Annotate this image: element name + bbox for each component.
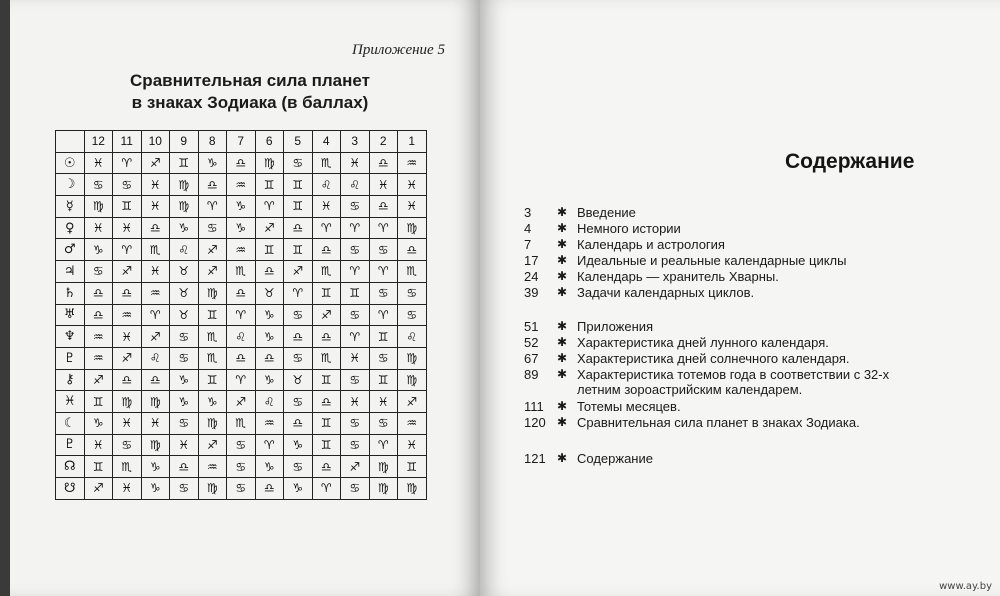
planet-symbol: ♅ [56, 304, 85, 326]
zodiac-sign-cell: ♉ [170, 261, 199, 283]
zodiac-sign-cell: ♓ [341, 347, 370, 369]
zodiac-sign-cell: ♑ [198, 391, 227, 413]
table-title-line2: в знаках Зодиака (в баллах) [131, 93, 369, 112]
zodiac-sign-cell: ♍ [369, 478, 398, 500]
zodiac-sign-cell: ♈ [369, 434, 398, 456]
planet-symbol: ♓ [56, 391, 85, 413]
zodiac-sign-cell: ♎ [113, 369, 142, 391]
planet-symbol: ☿ [56, 196, 85, 218]
asterisk-icon: ✱ [557, 205, 568, 219]
toc-entry-title: Приложения [577, 319, 654, 334]
zodiac-sign-cell: ♋ [113, 434, 142, 456]
zodiac-sign-cell: ♎ [141, 369, 170, 391]
table-row [56, 456, 427, 478]
zodiac-sign-cell: ♐ [84, 478, 113, 500]
zodiac-sign-cell: ♍ [170, 196, 199, 218]
zodiac-sign-cell: ♍ [198, 282, 227, 304]
zodiac-sign-cell: ♓ [84, 152, 113, 174]
column-header: 8 [198, 131, 227, 153]
planet-symbol: ♀ [56, 217, 85, 239]
zodiac-sign-cell: ♏ [227, 412, 256, 434]
column-header: 5 [284, 131, 313, 153]
zodiac-sign-cell: ♌ [341, 174, 370, 196]
table-row [56, 304, 427, 326]
zodiac-sign-cell: ♓ [113, 217, 142, 239]
zodiac-sign-cell: ♊ [312, 282, 341, 304]
planet-symbol: ♃ [56, 261, 85, 283]
toc-page-number: 120 [524, 415, 546, 430]
planet-symbol: ♂ [56, 239, 85, 261]
asterisk-icon: ✱ [557, 285, 568, 299]
planet-symbol: ♆ [56, 326, 85, 348]
asterisk-icon: ✱ [557, 415, 568, 429]
toc-entry-title: Характеристика дней лунного календаря. [577, 335, 829, 350]
zodiac-sign-cell: ♓ [369, 391, 398, 413]
zodiac-sign-cell: ♎ [255, 261, 284, 283]
zodiac-sign-cell: ♐ [227, 391, 256, 413]
toc-page-number: 121 [524, 451, 546, 466]
zodiac-sign-cell: ♋ [369, 412, 398, 434]
table-row [56, 196, 427, 218]
zodiac-sign-cell: ♋ [341, 434, 370, 456]
zodiac-sign-cell: ♎ [369, 152, 398, 174]
left-page [10, 0, 480, 596]
zodiac-sign-cell: ♋ [227, 434, 256, 456]
zodiac-sign-cell: ♋ [170, 347, 199, 369]
zodiac-sign-cell: ♎ [84, 282, 113, 304]
zodiac-sign-cell: ♋ [341, 478, 370, 500]
table-row [56, 239, 427, 261]
zodiac-sign-cell: ♋ [284, 304, 313, 326]
zodiac-sign-cell: ♑ [255, 326, 284, 348]
zodiac-sign-cell: ♑ [227, 196, 256, 218]
zodiac-sign-cell: ♋ [227, 478, 256, 500]
zodiac-sign-cell: ♏ [312, 347, 341, 369]
table-row [56, 217, 427, 239]
zodiac-sign-cell: ♋ [398, 282, 427, 304]
zodiac-sign-cell: ♍ [398, 217, 427, 239]
zodiac-sign-cell: ♈ [227, 304, 256, 326]
asterisk-icon: ✱ [557, 237, 568, 251]
zodiac-sign-cell: ♈ [369, 217, 398, 239]
zodiac-sign-cell: ♈ [198, 196, 227, 218]
zodiac-sign-cell: ♉ [284, 369, 313, 391]
zodiac-sign-cell: ♑ [227, 217, 256, 239]
zodiac-sign-cell: ♐ [113, 347, 142, 369]
asterisk-icon: ✱ [557, 253, 568, 267]
zodiac-sign-cell: ♊ [312, 434, 341, 456]
zodiac-sign-cell: ♊ [198, 369, 227, 391]
zodiac-sign-cell: ♒ [227, 239, 256, 261]
toc-page-number: 51 [524, 319, 539, 334]
zodiac-sign-cell: ♑ [84, 412, 113, 434]
zodiac-sign-cell: ♋ [84, 174, 113, 196]
zodiac-sign-cell: ♊ [312, 369, 341, 391]
zodiac-sign-cell: ♏ [398, 261, 427, 283]
zodiac-sign-cell: ♍ [198, 478, 227, 500]
table-row [56, 412, 427, 434]
zodiac-sign-cell: ♎ [227, 152, 256, 174]
zodiac-sign-cell: ♍ [255, 152, 284, 174]
zodiac-sign-cell: ♋ [369, 239, 398, 261]
zodiac-sign-cell: ♎ [170, 456, 199, 478]
zodiac-sign-cell: ♉ [170, 304, 199, 326]
zodiac-sign-cell: ♓ [141, 261, 170, 283]
planet-symbol: ♇ [56, 434, 85, 456]
zodiac-sign-cell: ♎ [284, 217, 313, 239]
zodiac-sign-cell: ♓ [141, 412, 170, 434]
table-row [56, 326, 427, 348]
zodiac-sign-cell: ♋ [284, 347, 313, 369]
zodiac-sign-cell: ♐ [198, 261, 227, 283]
zodiac-sign-cell: ♓ [141, 174, 170, 196]
zodiac-sign-cell: ♒ [84, 326, 113, 348]
column-header: 11 [113, 131, 142, 153]
zodiac-sign-cell: ♋ [227, 456, 256, 478]
asterisk-icon: ✱ [557, 351, 568, 365]
zodiac-sign-cell: ♈ [369, 261, 398, 283]
zodiac-sign-cell: ♍ [369, 456, 398, 478]
asterisk-icon: ✱ [557, 319, 568, 333]
zodiac-sign-cell: ♓ [312, 196, 341, 218]
table-row [56, 369, 427, 391]
zodiac-sign-cell: ♑ [170, 369, 199, 391]
table-row [56, 282, 427, 304]
zodiac-sign-cell: ♌ [255, 391, 284, 413]
zodiac-sign-cell: ♎ [398, 239, 427, 261]
zodiac-sign-cell: ♊ [398, 456, 427, 478]
zodiac-sign-cell: ♍ [84, 196, 113, 218]
zodiac-sign-cell: ♏ [227, 261, 256, 283]
planet-strength-table [55, 130, 427, 500]
table-row [56, 261, 427, 283]
zodiac-sign-cell: ♑ [170, 217, 199, 239]
zodiac-sign-cell: ♎ [113, 282, 142, 304]
zodiac-sign-cell: ♋ [341, 239, 370, 261]
zodiac-sign-cell: ♈ [341, 217, 370, 239]
zodiac-sign-cell: ♈ [341, 326, 370, 348]
zodiac-sign-cell: ♋ [341, 304, 370, 326]
zodiac-sign-cell: ♎ [312, 391, 341, 413]
zodiac-sign-cell: ♐ [198, 239, 227, 261]
zodiac-sign-cell: ♊ [84, 391, 113, 413]
zodiac-sign-cell: ♋ [284, 152, 313, 174]
zodiac-sign-cell: ♋ [170, 326, 199, 348]
zodiac-sign-cell: ♓ [113, 412, 142, 434]
zodiac-sign-cell: ♎ [312, 456, 341, 478]
zodiac-sign-cell: ♑ [255, 369, 284, 391]
column-header: 2 [369, 131, 398, 153]
zodiac-sign-cell: ♎ [284, 326, 313, 348]
toc-page-number: 52 [524, 335, 539, 350]
zodiac-sign-cell: ♈ [312, 478, 341, 500]
toc-entry-title: Задачи календарных циклов. [577, 285, 755, 300]
zodiac-sign-cell: ♎ [227, 282, 256, 304]
toc-entry-title: Идеальные и реальные календарные циклы [577, 253, 847, 268]
zodiac-sign-cell: ♏ [198, 347, 227, 369]
appendix-label: Приложение 5 [352, 42, 445, 58]
zodiac-sign-cell: ♓ [398, 196, 427, 218]
zodiac-sign-cell: ♍ [113, 391, 142, 413]
column-header: 10 [141, 131, 170, 153]
toc-entry-title: Введение [577, 205, 636, 220]
zodiac-sign-cell: ♐ [141, 326, 170, 348]
column-header: 7 [227, 131, 256, 153]
zodiac-sign-cell: ♏ [312, 261, 341, 283]
zodiac-sign-cell: ♍ [141, 391, 170, 413]
column-header: 3 [341, 131, 370, 153]
asterisk-icon: ✱ [557, 399, 568, 413]
zodiac-sign-cell: ♓ [170, 434, 199, 456]
zodiac-sign-cell: ♈ [312, 217, 341, 239]
zodiac-sign-cell: ♍ [398, 369, 427, 391]
zodiac-sign-cell: ♈ [369, 304, 398, 326]
toc-page-number: 39 [524, 285, 539, 300]
zodiac-sign-cell: ♎ [141, 217, 170, 239]
zodiac-sign-cell: ♓ [341, 152, 370, 174]
zodiac-sign-cell: ♎ [84, 304, 113, 326]
zodiac-sign-cell: ♊ [284, 196, 313, 218]
zodiac-sign-cell: ♑ [170, 391, 199, 413]
planet-symbol: ☽ [56, 174, 85, 196]
zodiac-sign-cell: ♋ [284, 391, 313, 413]
zodiac-sign-cell: ♒ [398, 152, 427, 174]
zodiac-sign-cell: ♐ [255, 217, 284, 239]
zodiac-sign-cell: ♈ [341, 261, 370, 283]
zodiac-sign-cell: ♊ [369, 326, 398, 348]
zodiac-sign-cell: ♎ [284, 412, 313, 434]
zodiac-sign-cell: ♑ [141, 478, 170, 500]
zodiac-sign-cell: ♈ [227, 369, 256, 391]
planet-symbol: ⚷ [56, 369, 85, 391]
asterisk-icon: ✱ [557, 221, 568, 235]
toc-page-number: 17 [524, 253, 539, 268]
zodiac-sign-cell: ♊ [284, 174, 313, 196]
zodiac-sign-cell: ♈ [255, 434, 284, 456]
column-header: 1 [398, 131, 427, 153]
zodiac-sign-cell: ♑ [84, 239, 113, 261]
zodiac-sign-cell: ♌ [398, 326, 427, 348]
zodiac-sign-cell: ♊ [255, 239, 284, 261]
zodiac-sign-cell: ♊ [198, 304, 227, 326]
zodiac-sign-cell: ♎ [369, 196, 398, 218]
zodiac-sign-cell: ♋ [369, 282, 398, 304]
toc-entry-title: Сравнительная сила планет в знаках Зодиака. [577, 415, 860, 430]
zodiac-sign-cell: ♐ [341, 456, 370, 478]
table-header-row [56, 131, 427, 153]
zodiac-sign-cell: ♍ [398, 347, 427, 369]
planet-symbol: ☊ [56, 456, 85, 478]
zodiac-sign-cell: ♍ [170, 174, 199, 196]
toc-entry-title: Календарь и астрология [577, 237, 725, 252]
zodiac-sign-cell: ♈ [255, 196, 284, 218]
column-header: 4 [312, 131, 341, 153]
zodiac-sign-cell: ♋ [170, 412, 199, 434]
zodiac-sign-cell: ♈ [284, 282, 313, 304]
zodiac-sign-cell: ♊ [341, 282, 370, 304]
zodiac-sign-cell: ♏ [198, 326, 227, 348]
zodiac-sign-cell: ♈ [113, 152, 142, 174]
zodiac-sign-cell: ♒ [198, 456, 227, 478]
toc-entry-title: Содержание [577, 451, 653, 466]
zodiac-sign-cell: ♋ [84, 261, 113, 283]
zodiac-sign-cell: ♓ [84, 434, 113, 456]
column-header: 9 [170, 131, 199, 153]
zodiac-sign-cell: ♒ [84, 347, 113, 369]
zodiac-sign-cell: ♐ [84, 369, 113, 391]
zodiac-sign-cell: ♓ [113, 326, 142, 348]
zodiac-sign-cell: ♋ [170, 478, 199, 500]
zodiac-sign-cell: ♎ [312, 326, 341, 348]
toc-entry-title: Календарь — хранитель Хварны. [577, 269, 779, 284]
zodiac-sign-cell: ♒ [255, 412, 284, 434]
toc-entry-title: Немного истории [577, 221, 681, 236]
planet-symbol: ☉ [56, 152, 85, 174]
zodiac-sign-cell: ♋ [113, 174, 142, 196]
zodiac-sign-cell: ♓ [398, 434, 427, 456]
watermark: www.ay.by [939, 581, 992, 592]
zodiac-sign-cell: ♎ [312, 239, 341, 261]
zodiac-sign-cell: ♒ [141, 282, 170, 304]
zodiac-sign-cell: ♋ [341, 369, 370, 391]
planet-symbol: ♇ [56, 347, 85, 369]
zodiac-sign-cell: ♋ [198, 217, 227, 239]
column-header: 12 [84, 131, 113, 153]
zodiac-sign-cell: ♑ [284, 434, 313, 456]
zodiac-sign-cell: ♐ [141, 152, 170, 174]
toc-title: Содержание [785, 150, 915, 173]
zodiac-sign-cell: ♐ [198, 434, 227, 456]
zodiac-sign-cell: ♋ [341, 412, 370, 434]
zodiac-sign-cell: ♑ [141, 456, 170, 478]
zodiac-sign-cell: ♌ [227, 326, 256, 348]
toc-entry-title: Характеристика тотемов года в соответствии с 32-х летним зороастрийским календарем. [577, 367, 890, 397]
zodiac-sign-cell: ♎ [255, 478, 284, 500]
zodiac-sign-cell: ♒ [398, 412, 427, 434]
zodiac-sign-cell: ♐ [312, 304, 341, 326]
zodiac-sign-cell: ♓ [341, 391, 370, 413]
zodiac-sign-cell: ♊ [369, 369, 398, 391]
zodiac-sign-cell: ♒ [113, 304, 142, 326]
zodiac-sign-cell: ♏ [312, 152, 341, 174]
toc-page-number: 3 [524, 205, 532, 220]
asterisk-icon: ✱ [557, 335, 568, 349]
planet-symbol: ♄ [56, 282, 85, 304]
toc-page-number: 89 [524, 367, 539, 382]
zodiac-sign-cell: ♑ [255, 304, 284, 326]
zodiac-sign-cell: ♊ [113, 196, 142, 218]
toc-entry-title: Тотемы месяцев. [577, 399, 681, 414]
table-row [56, 347, 427, 369]
table-row [56, 478, 427, 500]
zodiac-sign-cell: ♌ [141, 347, 170, 369]
table-row [56, 152, 427, 174]
table-row [56, 434, 427, 456]
zodiac-sign-cell: ♊ [84, 456, 113, 478]
zodiac-sign-cell: ♊ [170, 152, 199, 174]
table-row [56, 391, 427, 413]
zodiac-sign-cell: ♑ [255, 456, 284, 478]
table-corner-cell [56, 131, 85, 153]
column-header: 6 [255, 131, 284, 153]
zodiac-sign-cell: ♈ [113, 239, 142, 261]
zodiac-sign-cell: ♐ [398, 391, 427, 413]
zodiac-sign-cell: ♏ [141, 239, 170, 261]
asterisk-icon: ✱ [557, 451, 568, 465]
zodiac-sign-cell: ♒ [227, 174, 256, 196]
zodiac-sign-cell: ♐ [113, 261, 142, 283]
zodiac-sign-cell: ♍ [141, 434, 170, 456]
asterisk-icon: ✱ [557, 367, 568, 381]
zodiac-sign-cell: ♓ [141, 196, 170, 218]
toc-page-number: 24 [524, 269, 539, 284]
toc-page-number: 7 [524, 237, 532, 252]
zodiac-sign-cell: ♋ [341, 196, 370, 218]
toc-page-number: 67 [524, 351, 539, 366]
zodiac-sign-cell: ♐ [284, 261, 313, 283]
table-row [56, 174, 427, 196]
table-title-line1: Сравнительная сила планет [130, 71, 370, 90]
planet-symbol: ☋ [56, 478, 85, 500]
zodiac-sign-cell: ♊ [255, 174, 284, 196]
zodiac-sign-cell: ♍ [398, 478, 427, 500]
zodiac-sign-cell: ♊ [284, 239, 313, 261]
zodiac-sign-cell: ♓ [369, 174, 398, 196]
zodiac-sign-cell: ♎ [227, 347, 256, 369]
zodiac-sign-cell: ♉ [255, 282, 284, 304]
zodiac-sign-cell: ♋ [369, 347, 398, 369]
zodiac-sign-cell: ♓ [113, 478, 142, 500]
toc-entry-title: Характеристика дней солнечного календаря. [577, 351, 850, 366]
table-title [100, 70, 400, 114]
zodiac-sign-cell: ♓ [398, 174, 427, 196]
zodiac-sign-cell: ♌ [312, 174, 341, 196]
zodiac-sign-cell: ♌ [170, 239, 199, 261]
zodiac-sign-cell: ♎ [255, 347, 284, 369]
zodiac-sign-cell: ♑ [198, 152, 227, 174]
planet-symbol: ☾ [56, 412, 85, 434]
zodiac-sign-cell: ♊ [312, 412, 341, 434]
zodiac-sign-cell: ♉ [170, 282, 199, 304]
zodiac-sign-cell: ♋ [284, 456, 313, 478]
zodiac-sign-cell: ♋ [398, 304, 427, 326]
zodiac-sign-cell: ♑ [284, 478, 313, 500]
toc-page-number: 4 [524, 221, 532, 236]
zodiac-sign-cell: ♓ [84, 217, 113, 239]
asterisk-icon: ✱ [557, 269, 568, 283]
toc-page-number: 111 [524, 399, 544, 414]
zodiac-sign-cell: ♈ [141, 304, 170, 326]
zodiac-sign-cell: ♍ [198, 412, 227, 434]
zodiac-sign-cell: ♎ [198, 174, 227, 196]
zodiac-sign-cell: ♏ [113, 456, 142, 478]
